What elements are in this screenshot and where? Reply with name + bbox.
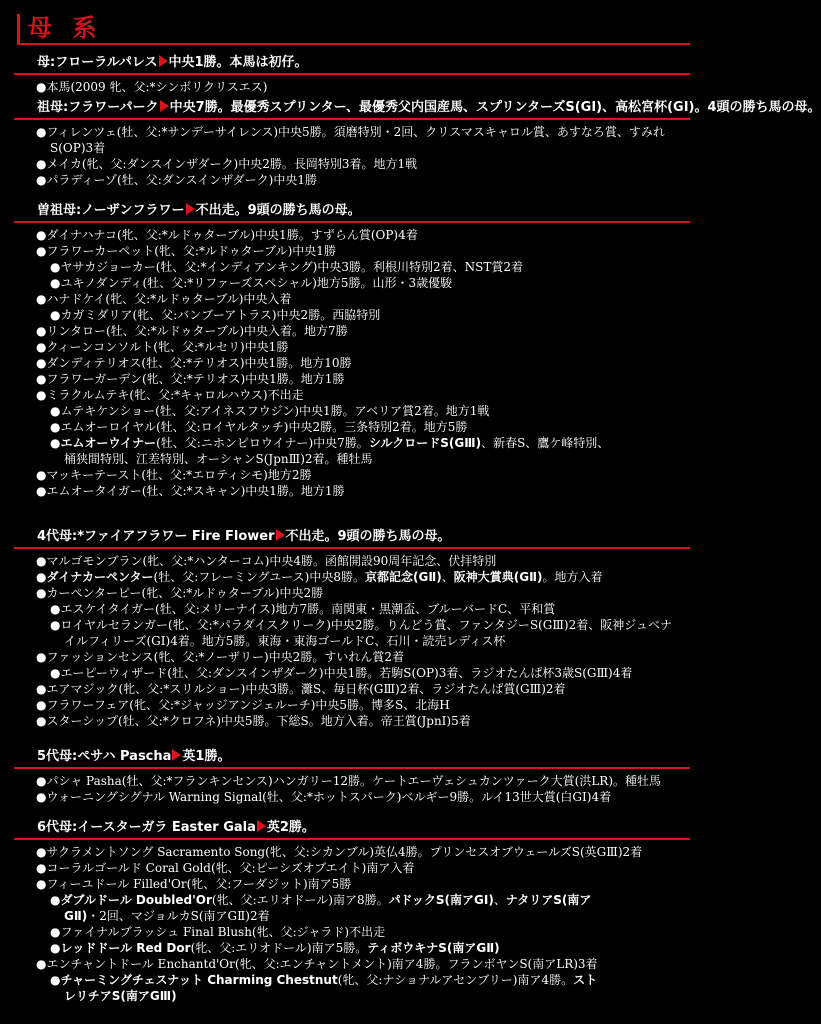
list-item (0, 323, 700, 339)
pedigree-section (0, 53, 700, 95)
item-text: 、 (493, 893, 506, 907)
heading-text: 5代母:ペサハ Pascha (37, 749, 172, 764)
triangle-arrow-icon (276, 529, 285, 541)
item-text: ●ファッションセンス(牝、父:*ノーザリー)中央2勝。すいれん賞2着 (36, 650, 404, 664)
item-text: ●マルゴモンブラン(牝、父:*ハンターコム)中央4勝。函館開設90周年記念、伏拝特別 (36, 554, 497, 568)
section-heading (0, 53, 700, 72)
list-item (0, 665, 700, 681)
item-text: ●フィレンツェ(牡、父:*サンデーサイレンス)中央5勝。須磨特別・2回、クリスマスキャロル賞、あすなろ賞、すみれ (36, 125, 665, 139)
heading-text: 不出走。9頭の勝ち馬の母。 (195, 203, 361, 218)
bold-text: シルクロードS(GⅢ) (368, 436, 482, 450)
item-text: ●クィーンコンソルト(牝、父:*ルセリ)中央1勝 (36, 340, 289, 354)
list-item (0, 924, 700, 940)
item-text: ●ユキノダンディ(牡、父:*リファーズスペシャル)地方5勝。山形・3歳優駿 (50, 276, 453, 290)
section-divider (14, 838, 690, 840)
list-item (0, 387, 700, 403)
list-item-continuation (0, 140, 700, 156)
item-text: ●ロイヤルセランガー(牝、父:*パラダイスクリーク)中央2勝。りんどう賞、ファンタジーS(GⅢ)2着、阪神ジュベナ (50, 618, 672, 632)
heading-text: 英2勝。 (266, 820, 315, 835)
triangle-arrow-icon (257, 820, 266, 832)
list-item (0, 467, 700, 483)
list-item (0, 617, 700, 633)
list-item (0, 844, 700, 860)
list-item-continuation (0, 633, 700, 649)
item-text: ●メイカ(牝、父:ダンスインザダーク)中央2勝。長岡特別3着。地方1戦 (36, 157, 418, 171)
item-text: S(OP)3着 (50, 141, 106, 155)
heading-text: 4代母:*ファイアフラワー Fire Flower (37, 529, 275, 544)
bold-text: パドックS(南アGI) (388, 893, 494, 907)
section-heading (0, 747, 700, 766)
item-text: ●エスケイタイガー(牡、父:メリーナイス)地方7勝。南関東・黒潮盃、ブルーバードC、平和賞 (50, 602, 556, 616)
item-text: ●エーピーウィザード(牡、父:ダンスインザダーク)中央1勝。若駒S(OP)3着、ラジオたんぱ杯3歳S(GⅢ)4着 (50, 666, 633, 680)
item-text: 、新春S、鷹ケ峰特別、 (481, 436, 610, 450)
title-accent-bar (17, 14, 20, 44)
triangle-arrow-icon (172, 749, 181, 761)
item-text: ●ファイナルブラッシュ Final Blush(牝、父:ジャラド)不出走 (50, 925, 386, 939)
list-item (0, 483, 700, 499)
list-item (0, 972, 700, 988)
item-text: ●パシャ Pasha(牡、父:*フランキンセンス)ハンガリー12勝。ケートエーヴェシュカンツァーク大賞(洪LR)。種牡馬 (36, 774, 662, 788)
bold-text: レリチアS(南アGⅢ) (64, 989, 177, 1003)
section-divider (14, 221, 690, 223)
list-item (0, 789, 700, 805)
list-item (0, 259, 700, 275)
item-text: 、 (441, 570, 454, 584)
section-divider (14, 73, 690, 75)
pedigree-section (0, 818, 700, 1004)
item-text: ●本馬(2009 牝、父:*シンボリクリスエス) (36, 80, 268, 94)
list-item (0, 435, 700, 451)
item-text: ●カーペンターピー(牝、父:*ルドゥターブル)中央2勝 (36, 586, 324, 600)
item-text: ●フラワーフェア(牝、父:*ジャッジアンジェルーチ)中央5勝。博多S、北海H (36, 698, 450, 712)
pedigree-section (0, 527, 700, 729)
list-item (0, 79, 700, 95)
item-text: 桶狭間特別、江差特別、オーシャンS(JpnⅢ)2着。種牡馬 (64, 452, 373, 466)
list-item (0, 892, 700, 908)
item-text: ●ヤサカジョーカー(牡、父:*インディアンキング)中央3勝。利根川特別2着、NST賞2着 (50, 260, 523, 274)
list-item (0, 940, 700, 956)
bold-text: ナタリアS(南ア (505, 893, 592, 907)
heading-text: 中央1勝。本馬は初仔。 (168, 55, 308, 70)
section-divider (14, 118, 690, 120)
list-item (0, 371, 700, 387)
item-text: (牡、父:ニホンピロウイナー)中央7勝。 (156, 436, 369, 450)
heading-text: 英1勝。 (182, 749, 231, 764)
list-item (0, 697, 700, 713)
heading-text: 中央7勝。最優秀スプリンター、最優秀父内国産馬、スプリンターズS(GI)、高松宮杯(GI)。4頭の勝ち馬の母。 (169, 100, 821, 115)
item-text: ●エムオーロイヤル(牡、父:ロイヤルタッチ)中央2勝。三条特別2着。地方5勝 (50, 420, 468, 434)
heading-text: 曽祖母:ノーザンフラワー (37, 203, 185, 218)
heading-text: 母:フローラルパレス (37, 55, 158, 70)
item-text: ●サクラメントソング Sacramento Song(牝、父:シカンブル)英仏4勝。プリンセスオブウェールズS(英GⅢ)2着 (36, 845, 643, 859)
list-item (0, 307, 700, 323)
list-item-continuation (0, 451, 700, 467)
item-text: ・2回、マジョルカS(南アGⅡ)2着 (87, 909, 270, 923)
item-text: ●フラワーガーデン(牝、父:*テリオス)中央1勝。地方1勝 (36, 372, 345, 386)
list-item (0, 291, 700, 307)
item-text: (牝、父:エリオドール)南ア5勝。 (190, 941, 368, 955)
heading-text: 不出走。9頭の勝ち馬の母。 (285, 529, 451, 544)
list-item (0, 243, 700, 259)
pedigree-section (0, 98, 821, 188)
bold-text: ●ダイナカーペンター (36, 570, 154, 584)
list-item (0, 585, 700, 601)
section-heading (0, 98, 821, 117)
section-divider (14, 767, 690, 769)
item-text: ●コーラルゴールド Coral Gold(牝、父:ピーシズオブエイト)南ア入着 (36, 861, 415, 875)
list-item (0, 601, 700, 617)
item-text: ●エムオータイガー(牡、父:*スキャン)中央1勝。地方1勝 (36, 484, 345, 498)
list-item-continuation (0, 988, 700, 1004)
list-item (0, 773, 700, 789)
list-item (0, 172, 700, 188)
heading-text: 祖母:フラワーパーク (37, 100, 159, 115)
bold-text: ●エムオーウイナー (50, 436, 157, 450)
triangle-arrow-icon (159, 55, 168, 67)
item-text: ●ウォーニングシグナル Warning Signal(牡、父:*ホットスパーク)ベルギー9勝。ルイ13世大賞(白GI)4着 (36, 790, 612, 804)
list-item (0, 649, 700, 665)
title-underline (17, 43, 690, 45)
bold-text: GⅡ) (64, 909, 88, 923)
list-item (0, 681, 700, 697)
header (0, 0, 700, 44)
item-text: ●フィーユドール Filled'Or(牝、父:フーダジット)南ア5勝 (36, 877, 352, 891)
triangle-arrow-icon (186, 203, 195, 215)
bold-text: 阪神大賞典(GⅡ) (453, 570, 543, 584)
list-item-continuation (0, 908, 700, 924)
heading-text: 6代母:イースターガラ Easter Gala (37, 820, 256, 835)
list-item (0, 355, 700, 371)
bold-text: ●ダブルドール Doubled'Or (50, 893, 212, 907)
list-item (0, 419, 700, 435)
list-item (0, 227, 700, 243)
list-item (0, 339, 700, 355)
item-text: ●フラワーカーペット(牝、父:*ルドゥターブル)中央1勝 (36, 244, 336, 258)
item-text: ●エンチャントドール Enchantd'Or(牝、父:エンチャントメント)南ア4勝。フランボヤンS(南アLR)3着 (36, 957, 598, 971)
list-item (0, 553, 700, 569)
section-heading (0, 201, 700, 220)
item-text: ●ミラクルムテキ(牝、父:*キャロルハウス)不出走 (36, 388, 304, 402)
item-text: ●ダイナハナコ(牝、父:*ルドゥターブル)中央1勝。すずらん賞(OP)4着 (36, 228, 418, 242)
item-text: ●マッキーテースト(牡、父:*エロティシモ)地方2勝 (36, 468, 312, 482)
item-text: ●スターシップ(牡、父:*クロフネ)中央5勝。下総S。地方入着。帝王賞(JpnI)5着 (36, 714, 471, 728)
bold-text: ティボウキナS(南アGⅡ) (367, 941, 500, 955)
section-divider (14, 547, 690, 549)
item-text: ●ダンディテリオス(牡、父:*テリオス)中央1勝。地方10勝 (36, 356, 352, 370)
bold-text: 京都記念(GⅡ) (365, 570, 442, 584)
item-text: ●ムテキケンショー(牡、父:アイネスフウジン)中央1勝。アベリア賞2着。地方1戦 (50, 404, 490, 418)
item-text: (牡、父:フレーミングユース)中央8勝。 (153, 570, 365, 584)
item-text: ●カガミダリア(牝、父:バンブーアトラス)中央2勝。西脇特別 (50, 308, 381, 322)
pedigree-section (0, 747, 700, 805)
list-item (0, 956, 700, 972)
bold-text: ●チャーミングチェスナット Charming Chestnut (50, 973, 338, 987)
triangle-arrow-icon (160, 100, 169, 112)
section-heading (0, 527, 700, 546)
item-text: ●エアマジック(牝、父:*スリルショー)中央3勝。灘S、毎日杯(GⅢ)2着、ラジオたんぱ賞(GⅢ)2着 (36, 682, 566, 696)
item-text: イルフィリーズ(GI)4着。地方5勝。東海・東海ゴールドC、石川・読売レディス杯 (64, 634, 506, 648)
list-item (0, 713, 700, 729)
item-text: 。地方入着 (542, 570, 603, 584)
list-item (0, 275, 700, 291)
item-text: ●リンタロー(牡、父:*ルドゥターブル)中央入着。地方7勝 (36, 324, 348, 338)
bold-text: スト (573, 973, 598, 987)
bold-text: ●レッドドール Red Dor (50, 941, 191, 955)
pedigree-section (0, 201, 700, 499)
list-item (0, 569, 700, 585)
item-text: (牝、父:エリオドール)南ア8勝。 (211, 893, 389, 907)
list-item (0, 403, 700, 419)
page-title: 母 系 (28, 14, 103, 42)
item-text: ●パラディーゾ(牡、父:ダンスインザダーク)中央1勝 (36, 173, 317, 187)
list-item (0, 156, 700, 172)
list-item (0, 124, 700, 140)
section-heading (0, 818, 700, 837)
item-text: ●ハナドケイ(牝、父:*ルドゥターブル)中央入着 (36, 292, 292, 306)
item-text: (牝、父:ナショナルアセンブリー)南ア4勝。 (337, 973, 574, 987)
list-item (0, 860, 700, 876)
list-item (0, 876, 700, 892)
